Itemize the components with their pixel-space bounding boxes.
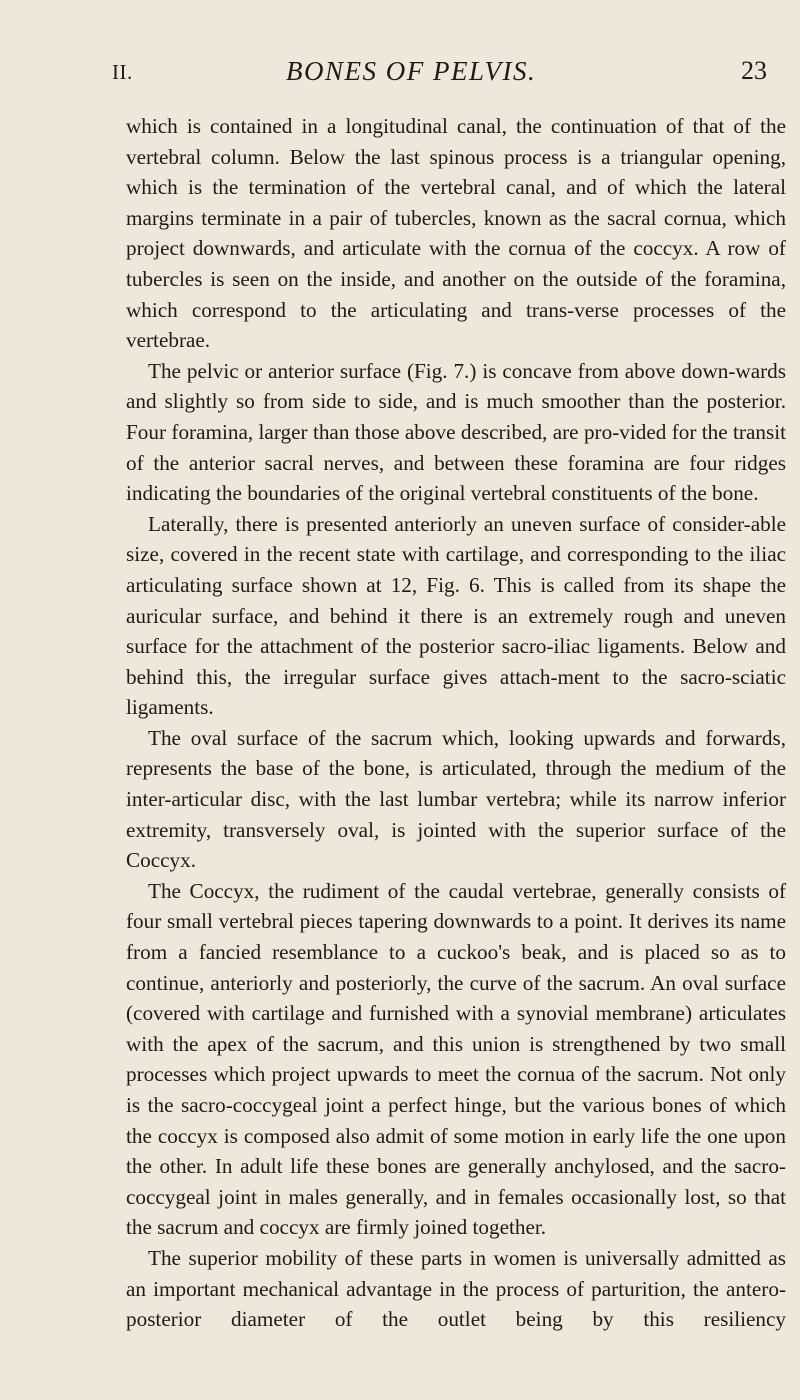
paragraph-coccyx: The Coccyx, the rudiment of the caudal vertebrae, generally consists of four small vertebral pieces tapering downwards to a point. It derives its name from a fancied resemblance to a cuckoo's beak, and is placed so as to continue, anteriorly and posteriorly, the curve of the sacrum. An oval surface (covered with cartilage and furnished with a synovial membrane) articulates with the apex of the sacrum, and this union is strengthened by two small processes which project upwards to meet the cornua of the sacrum. Not only is the sacro-coccygeal joint a perfect hinge, but the various bones of which the coccyx is composed also admit of some motion in early life the one upon the other. In adult life these bones are generally anchylosed, and the sacro-coccygeal joint in males generally, and in females occasionally lost, so that the sacrum and coccyx are firmly joined together. bbox=[126, 878, 786, 1240]
chapter-number: II. bbox=[112, 60, 133, 84]
paragraph-continuation: which is contained in a longitudinal canal, the continuation of that of the vertebral column. Below the last spinous process is a triangular opening, which is the termination of the vertebral canal, and of which the lateral margins terminate in a pair of tubercles, known as the sacral cornua, which project downwards, and articulate with the cornua of the coccyx. A row of tubercles is seen on the inside, and another on the outside of the foramina, which correspond to the articulating and trans-verse processes of the vertebrae. bbox=[126, 114, 786, 353]
page-header bbox=[0, 56, 800, 92]
paragraph-lateral-surface: Laterally, there is presented anteriorly an uneven surface of consider-able size, covered in the recent state with cartilage, and corresponding to the iliac articulating surface shown at 12, Fig. 6. This is called from its shape the auricular surface, and behind it there is an extremely rough and uneven surface for the attachment of the posterior sacro-iliac ligaments. Below and behind this, the irregular surface gives attach-ment to the sacro-sciatic ligaments. bbox=[126, 511, 786, 720]
paragraph-pelvic-surface: The pelvic or anterior surface (Fig. 7.) is concave from above down-wards and slightly so from side to side, and is much smoother than the posterior. Four foramina, larger than those above described, are pro-vided for the transit of the anterior sacral nerves, and between these foramina are four ridges indicating the boundaries of the original vertebral constituents of the bone. bbox=[126, 358, 786, 506]
paragraph-oval-surface: The oval surface of the sacrum which, looking upwards and forwards, represents the base of the bone, is articulated, through the medium of the inter-articular disc, with the last lumbar vertebra; while its narrow inferior extremity, transversely oval, is jointed with the superior surface of the Coccyx. bbox=[126, 725, 786, 873]
body-text bbox=[126, 111, 786, 1335]
page-number: 23 bbox=[741, 56, 767, 85]
paragraph-mobility: The superior mobility of these parts in women is universally admitted as an important mechanical advantage in the process of parturition, the antero-posterior diameter of the outlet being by this resiliency bbox=[126, 1245, 786, 1332]
running-title: BONES OF PELVIS. bbox=[286, 56, 537, 86]
